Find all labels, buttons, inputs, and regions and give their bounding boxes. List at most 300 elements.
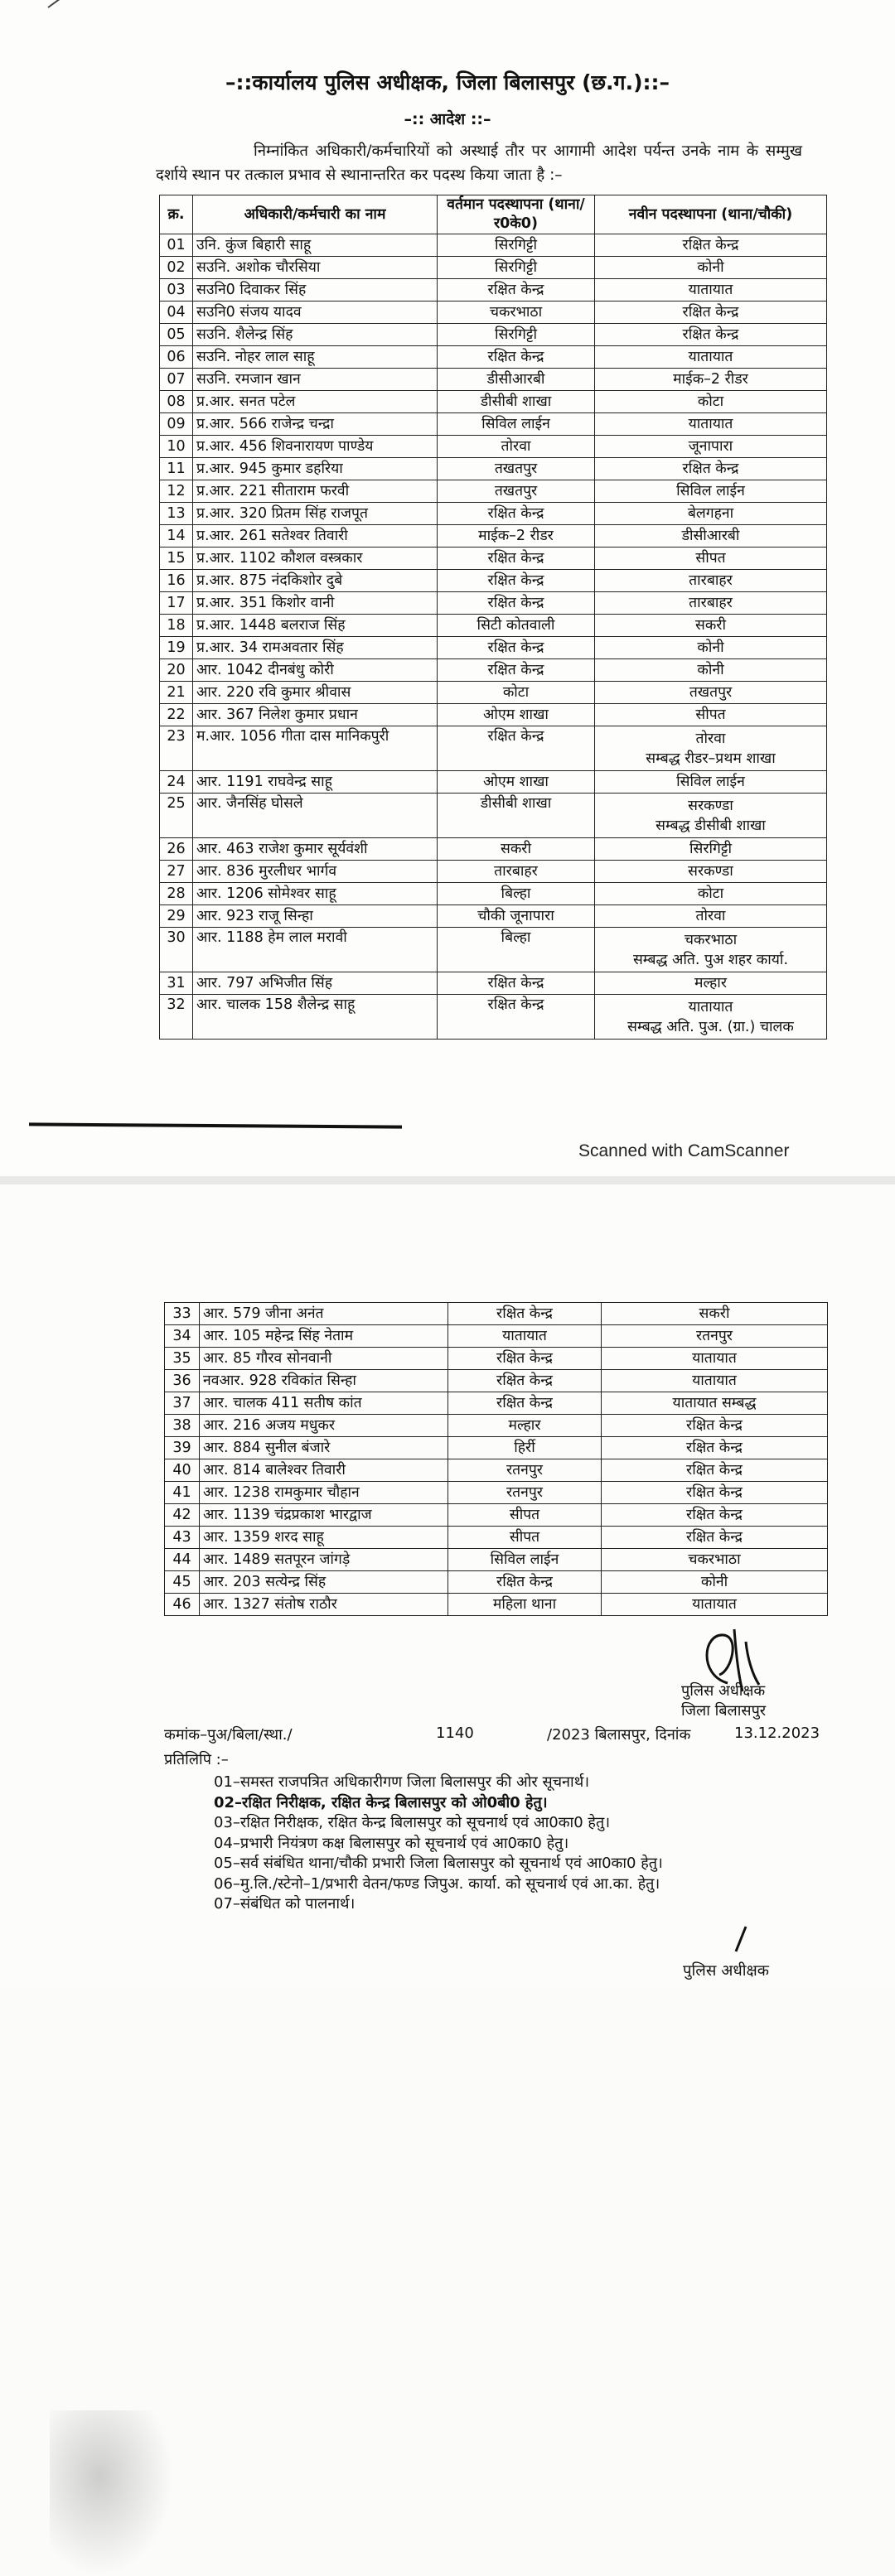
copy-list-item: 03–रक्षित निरीक्षक, रक्षित केन्द्र बिलासपुर को सूचनार्थ एवं आ0का0 हेतु। xyxy=(214,1814,611,1831)
new-posting-text: यातायात xyxy=(688,282,733,298)
new-posting-cell xyxy=(595,771,827,794)
table-row xyxy=(160,503,827,525)
name-text: सउनि. नोहर लाल साहू xyxy=(196,349,315,365)
name-text: सउनि0 दिवाकर सिंह xyxy=(196,282,307,298)
name-cell xyxy=(193,704,438,726)
current-posting-cell xyxy=(438,794,595,838)
new-posting-text: रक्षित केन्द्र xyxy=(682,304,739,321)
new-posting-text: यातायात xyxy=(688,998,733,1015)
table-row xyxy=(160,480,827,503)
signature-designation: पुलिस अधीक्षक xyxy=(681,1682,766,1700)
new-posting-cell xyxy=(602,1437,828,1459)
serial-text: 28 xyxy=(167,885,186,902)
new-posting-cell xyxy=(602,1482,828,1504)
name-text: आर. 463 राजेश कुमार सूर्यवंशी xyxy=(196,841,368,857)
serial-cell xyxy=(160,301,193,324)
new-posting-cell xyxy=(595,682,827,704)
serial-text: 05 xyxy=(167,326,186,343)
table-row xyxy=(165,1459,828,1482)
name-cell xyxy=(193,592,438,615)
header-new: नवीन पदस्थापना (थाना/चौकी) xyxy=(595,195,827,234)
serial-cell xyxy=(165,1437,200,1459)
serial-text: 34 xyxy=(172,1328,191,1344)
table-row xyxy=(160,883,827,905)
table-row xyxy=(160,324,827,346)
table-row xyxy=(165,1482,828,1504)
serial-text: 46 xyxy=(172,1596,191,1613)
serial-cell xyxy=(160,548,193,570)
name-text: आर. 1139 चंद्रप्रकाश भारद्वाज xyxy=(203,1507,372,1523)
serial-cell xyxy=(160,592,193,615)
attachment-text: सम्बद्ध अति. पुअ शहर कार्या. xyxy=(632,951,789,968)
current-posting-cell xyxy=(438,570,595,592)
name-cell xyxy=(193,525,438,548)
name-text: सउनि0 संजय यादव xyxy=(196,304,302,321)
current-posting-cell xyxy=(438,480,595,503)
name-cell xyxy=(193,615,438,637)
new-posting-text: कोनी xyxy=(697,639,724,656)
name-text: आर. 105 महेन्द्र सिंह नेताम xyxy=(203,1328,354,1344)
table-row xyxy=(160,972,827,995)
current-posting-cell xyxy=(448,1527,602,1549)
serial-cell xyxy=(160,279,193,301)
current-posting-cell xyxy=(438,615,595,637)
new-posting-cell xyxy=(595,346,827,369)
serial-cell xyxy=(165,1459,200,1482)
signature-block xyxy=(681,1681,766,1721)
current-posting-cell xyxy=(438,637,595,659)
name-cell xyxy=(200,1549,448,1571)
current-posting-text: चौकी जूनापारा xyxy=(477,908,554,924)
name-cell xyxy=(193,928,438,972)
new-posting-cell xyxy=(595,883,827,905)
serial-cell xyxy=(165,1303,200,1325)
new-posting-text: सीपत xyxy=(695,550,726,567)
attachment-text: सम्बद्ध अति. पुअ. (ग्रा.) चालक xyxy=(627,1018,794,1035)
order-intro: निम्नांकित अधिकारी/कर्मचारियों को अस्थाई तौर पर आगामी आदेश पर्यन्त उनके नाम के सम्मुख दर्शाये स्थान पर तत्काल प्रभाव से स्थानान्तरित कर पदस्थ किया जाता है :– xyxy=(156,142,802,184)
copy-list-item: 01–समस्त राजपत्रित अधिकारीगण जिला बिलासपुर की ओर सूचनार्थ। xyxy=(214,1773,590,1791)
office-title: –::कार्यालय पुलिस अधीक्षक, जिला बिलासपुर (छ.ग.)::– xyxy=(225,70,670,94)
table-row xyxy=(160,234,827,257)
table-row xyxy=(160,905,827,928)
current-posting-cell xyxy=(448,1325,602,1348)
table-row xyxy=(160,726,827,771)
name-text: प्र.आर. सनत पटेल xyxy=(196,393,296,410)
reference-prefix: कमांक–पुअ/बिला/स्था./ xyxy=(164,1726,293,1744)
attachment-text: सम्बद्ध डीसीबी शाखा xyxy=(656,817,766,834)
table-row xyxy=(160,279,827,301)
copy-list-item: 07–संबंधित को पालनार्थ। xyxy=(214,1895,356,1913)
current-posting-cell xyxy=(438,413,595,436)
name-cell xyxy=(193,480,438,503)
new-posting-cell xyxy=(595,369,827,391)
current-posting-cell xyxy=(438,525,595,548)
serial-text: 31 xyxy=(167,975,186,991)
table-row xyxy=(160,794,827,838)
new-posting-text: रक्षित केन्द्र xyxy=(686,1529,743,1546)
new-posting-cell xyxy=(595,972,827,995)
new-posting-cell xyxy=(595,324,827,346)
new-posting-text: सरकण्डा xyxy=(688,863,733,880)
new-posting-cell xyxy=(595,615,827,637)
name-text: आर. 579 जीना अनंत xyxy=(203,1305,324,1322)
name-text: आर. 814 बालेश्वर तिवारी xyxy=(203,1462,346,1479)
current-posting-text: कोटा xyxy=(502,684,530,701)
new-posting-text: कोटा xyxy=(697,885,724,902)
new-posting-cell xyxy=(595,480,827,503)
current-posting-cell xyxy=(438,234,595,257)
name-text: प्र.आर. 34 रामअवतार सिंह xyxy=(196,639,344,656)
new-posting-cell xyxy=(595,548,827,570)
current-posting-cell xyxy=(438,838,595,861)
current-posting-text: तखतपुर xyxy=(494,483,538,499)
name-text: आर. 836 मुरलीधर भार्गव xyxy=(196,863,337,880)
current-posting-text: मल्हार xyxy=(508,1417,541,1434)
new-posting-text: रतनपुर xyxy=(696,1328,733,1344)
serial-text: 15 xyxy=(167,550,186,567)
current-posting-cell xyxy=(448,1370,602,1392)
name-cell xyxy=(193,905,438,928)
current-posting-text: सकरी xyxy=(501,841,531,857)
current-posting-text: हिर्री xyxy=(514,1440,535,1456)
serial-cell xyxy=(165,1348,200,1370)
current-posting-cell xyxy=(448,1348,602,1370)
name-text: आर. 1238 रामकुमार चौहान xyxy=(203,1484,360,1501)
current-posting-text: रक्षित केन्द्र xyxy=(487,975,544,991)
current-posting-cell xyxy=(438,369,595,391)
name-cell xyxy=(193,436,438,458)
current-posting-text: सिटी कोतवाली xyxy=(477,617,555,634)
new-posting-cell xyxy=(595,413,827,436)
serial-text: 33 xyxy=(172,1305,191,1322)
table-row xyxy=(160,682,827,704)
serial-text: 42 xyxy=(172,1507,191,1523)
serial-text: 08 xyxy=(167,393,186,410)
new-posting-text: यातायात सम्बद्ध xyxy=(672,1395,757,1411)
new-posting-cell xyxy=(595,570,827,592)
new-posting-text: सिविल लाईन xyxy=(676,774,745,790)
new-posting-text: तोरवा xyxy=(695,730,726,747)
current-posting-cell xyxy=(438,257,595,279)
current-posting-cell xyxy=(438,704,595,726)
current-posting-cell xyxy=(448,1482,602,1504)
name-text: आर. जैनसिंह घोसले xyxy=(196,795,303,812)
table-row xyxy=(165,1549,828,1571)
table-row xyxy=(160,995,827,1040)
name-cell xyxy=(193,413,438,436)
current-posting-text: बिल्हा xyxy=(501,929,531,946)
current-posting-text: रक्षित केन्द्र xyxy=(487,282,544,298)
name-cell xyxy=(200,1415,448,1437)
name-cell xyxy=(193,682,438,704)
name-text: प्र.आर. 456 शिवनारायण पाण्डेय xyxy=(196,438,374,455)
new-posting-cell xyxy=(595,301,827,324)
transfer-table-page-1 xyxy=(159,195,827,1040)
serial-text: 36 xyxy=(172,1372,191,1389)
new-posting-text: सकरी xyxy=(699,1305,730,1322)
current-posting-cell xyxy=(448,1303,602,1325)
serial-text: 18 xyxy=(167,617,186,634)
scan-page-1 xyxy=(0,0,895,1176)
new-posting-cell xyxy=(595,794,827,838)
new-posting-cell xyxy=(602,1459,828,1482)
current-posting-cell xyxy=(438,771,595,794)
serial-cell xyxy=(160,637,193,659)
serial-text: 17 xyxy=(167,595,186,611)
name-cell xyxy=(193,234,438,257)
name-text: आर. 1191 राघवेन्द्र साहू xyxy=(196,774,332,790)
new-posting-cell xyxy=(602,1303,828,1325)
new-posting-cell xyxy=(595,928,827,972)
serial-cell xyxy=(165,1549,200,1571)
new-posting-text: यातायात xyxy=(692,1596,737,1613)
new-posting-cell xyxy=(595,726,827,771)
serial-cell xyxy=(160,346,193,369)
table-row xyxy=(160,838,827,861)
serial-cell xyxy=(160,257,193,279)
new-posting-text: सीपत xyxy=(695,707,726,723)
table-row xyxy=(160,659,827,682)
serial-text: 27 xyxy=(167,863,186,880)
name-cell xyxy=(193,883,438,905)
serial-cell xyxy=(160,480,193,503)
current-posting-cell xyxy=(438,436,595,458)
name-cell xyxy=(193,301,438,324)
new-posting-text: रक्षित केन्द्र xyxy=(686,1462,743,1479)
serial-text: 37 xyxy=(172,1395,191,1411)
current-posting-text: माईक–2 रीडर xyxy=(478,528,554,544)
current-posting-cell xyxy=(438,301,595,324)
current-posting-cell xyxy=(438,995,595,1040)
new-posting-text: यातायात xyxy=(692,1350,737,1367)
name-cell xyxy=(193,369,438,391)
serial-cell xyxy=(165,1325,200,1348)
serial-text: 29 xyxy=(167,908,186,924)
final-signature: पुलिस अधीक्षक xyxy=(683,1962,770,1980)
new-posting-cell xyxy=(595,592,827,615)
serial-text: 39 xyxy=(172,1440,191,1456)
name-text: प्र.आर. 566 राजेन्द्र चन्द्रा xyxy=(196,416,334,432)
current-posting-cell xyxy=(438,972,595,995)
copy-list-item: 02–रक्षित निरीक्षक, रक्षित केन्द्र बिलासपुर को ओ0बी0 हेतु। xyxy=(214,1793,548,1811)
new-posting-cell xyxy=(595,659,827,682)
new-posting-text: रक्षित केन्द्र xyxy=(686,1440,743,1456)
table-row xyxy=(165,1325,828,1348)
name-text: आर. चालक 158 शैलेन्द्र साहू xyxy=(196,996,356,1013)
name-cell xyxy=(193,995,438,1040)
serial-cell xyxy=(160,928,193,972)
new-posting-text: चकरभाठा xyxy=(684,931,738,948)
serial-cell xyxy=(160,436,193,458)
current-posting-text: तोरवा xyxy=(501,438,531,455)
serial-cell xyxy=(160,659,193,682)
table-row xyxy=(160,771,827,794)
serial-text: 09 xyxy=(167,416,186,432)
name-text: उनि. कुंज बिहारी साहू xyxy=(196,237,312,253)
name-text: आर. 1042 दीनबंधु कोरी xyxy=(196,662,334,678)
table-row xyxy=(160,458,827,480)
serial-cell xyxy=(165,1392,200,1415)
reference-suffix: /2023 बिलासपुर, दिनांक xyxy=(547,1726,691,1744)
name-cell xyxy=(200,1594,448,1616)
serial-cell xyxy=(160,324,193,346)
serial-cell xyxy=(160,972,193,995)
new-posting-text: कोनी xyxy=(697,662,724,678)
serial-text: 04 xyxy=(167,304,186,321)
serial-cell xyxy=(160,794,193,838)
new-posting-cell xyxy=(602,1504,828,1527)
table-row xyxy=(165,1392,828,1415)
name-text: आर. 923 राजू सिन्हा xyxy=(196,908,313,924)
new-posting-text: यातायात xyxy=(692,1372,737,1389)
name-text: प्र.आर. 261 सतेश्वर तिवारी xyxy=(196,528,348,544)
name-text: सउनि. अशोक चौरसिया xyxy=(196,259,321,276)
serial-text: 03 xyxy=(167,282,186,298)
current-posting-text: रक्षित केन्द्र xyxy=(496,1395,553,1411)
current-posting-text: सिरगिट्टी xyxy=(495,259,537,276)
table-row xyxy=(160,257,827,279)
name-text: प्र.आर. 221 सीताराम फरवी xyxy=(196,483,350,499)
name-text: प्र.आर. 945 कुमार डहरिया xyxy=(196,461,343,477)
copy-list-item: 04–प्रभारी नियंत्रण कक्ष बिलासपुर को सूचनार्थ एवं आ0का0 हेतु। xyxy=(214,1834,569,1852)
current-posting-text: रक्षित केन्द्र xyxy=(496,1350,553,1367)
current-posting-text: रक्षित केन्द्र xyxy=(487,572,544,589)
name-cell xyxy=(200,1504,448,1527)
name-text: आर. 220 रवि कुमार श्रीवास xyxy=(196,684,351,701)
serial-cell xyxy=(165,1370,200,1392)
header-current: वर्तमान पदस्थापना (थाना/र0के0) xyxy=(438,195,595,234)
serial-text: 24 xyxy=(167,774,186,790)
serial-text: 25 xyxy=(167,795,186,812)
new-posting-text: तखतपुर xyxy=(689,684,733,701)
current-posting-text: रक्षित केन्द्र xyxy=(487,505,544,522)
table-row xyxy=(160,704,827,726)
table-row xyxy=(160,548,827,570)
current-posting-cell xyxy=(438,548,595,570)
reference-date: 13.12.2023 xyxy=(734,1725,820,1742)
table-row xyxy=(160,615,827,637)
current-posting-cell xyxy=(448,1459,602,1482)
name-text: प्र.आर. 320 प्रितम सिंह राजपूत xyxy=(196,505,368,522)
table-row xyxy=(160,592,827,615)
serial-cell xyxy=(165,1482,200,1504)
serial-cell xyxy=(165,1527,200,1549)
name-text: प्र.आर. 351 किशोर वानी xyxy=(196,595,335,611)
name-text: आर. 1359 शरद साहू xyxy=(203,1529,324,1546)
new-posting-cell xyxy=(595,436,827,458)
new-posting-text: मल्हार xyxy=(694,975,727,991)
new-posting-cell xyxy=(595,525,827,548)
name-cell xyxy=(200,1459,448,1482)
current-posting-text: रक्षित केन्द्र xyxy=(496,1574,553,1590)
serial-text: 44 xyxy=(172,1551,191,1568)
new-posting-text: तारबाहर xyxy=(689,595,733,611)
new-posting-text: रक्षित केन्द्र xyxy=(682,237,739,253)
table-row xyxy=(165,1303,828,1325)
current-posting-text: डीसीबी शाखा xyxy=(480,795,552,812)
serial-cell xyxy=(160,726,193,771)
copy-list-item: 05–सर्व संबंधित थाना/चौकी प्रभारी जिला बिलासपुर को सूचनार्थ एवं आ0का0 हेतु। xyxy=(214,1855,663,1872)
serial-cell xyxy=(165,1415,200,1437)
serial-cell xyxy=(160,905,193,928)
table-row xyxy=(165,1437,828,1459)
name-cell xyxy=(193,637,438,659)
new-posting-text: सिरगिट्टी xyxy=(689,841,732,857)
current-posting-cell xyxy=(438,346,595,369)
table-row xyxy=(160,525,827,548)
serial-text: 43 xyxy=(172,1529,191,1546)
new-posting-text: रक्षित केन्द्र xyxy=(682,461,739,477)
name-text: आर. 367 निलेश कुमार प्रधान xyxy=(196,707,358,723)
current-posting-cell xyxy=(448,1594,602,1616)
serial-cell xyxy=(160,771,193,794)
current-posting-text: सिरगिट्टी xyxy=(495,326,537,343)
serial-cell xyxy=(160,838,193,861)
new-posting-cell xyxy=(595,458,827,480)
new-posting-text: जूनापारा xyxy=(688,438,733,455)
name-cell xyxy=(193,794,438,838)
table-header-row xyxy=(160,195,827,234)
current-posting-text: रक्षित केन्द्र xyxy=(487,639,544,656)
page-separator xyxy=(0,1176,895,1184)
name-cell xyxy=(193,391,438,413)
name-cell xyxy=(200,1392,448,1415)
new-posting-cell xyxy=(602,1348,828,1370)
new-posting-cell xyxy=(595,704,827,726)
current-posting-text: तारबाहर xyxy=(494,863,538,880)
name-cell xyxy=(193,548,438,570)
current-posting-text: रक्षित केन्द्र xyxy=(487,349,544,365)
current-posting-text: रक्षित केन्द्र xyxy=(487,996,544,1013)
new-posting-cell xyxy=(602,1594,828,1616)
serial-text: 01 xyxy=(167,237,186,253)
new-posting-cell xyxy=(595,637,827,659)
name-cell xyxy=(193,726,438,771)
current-posting-text: रतनपुर xyxy=(506,1484,543,1501)
current-posting-text: रक्षित केन्द्र xyxy=(487,662,544,678)
serial-text: 02 xyxy=(167,259,186,276)
name-cell xyxy=(200,1303,448,1325)
current-posting-text: रक्षित केन्द्र xyxy=(487,728,544,745)
current-posting-cell xyxy=(448,1504,602,1527)
name-text: प्र.आर. 1448 बलराज सिंह xyxy=(196,617,346,634)
new-posting-cell xyxy=(595,391,827,413)
serial-cell xyxy=(160,391,193,413)
table-row xyxy=(165,1527,828,1549)
serial-text: 30 xyxy=(167,929,186,946)
current-posting-text: रक्षित केन्द्र xyxy=(496,1305,553,1322)
name-text: आर. 797 अभिजीत सिंह xyxy=(196,975,333,991)
serial-text: 45 xyxy=(172,1574,191,1590)
serial-text: 23 xyxy=(167,728,186,745)
new-posting-text: तारबाहर xyxy=(689,572,733,589)
signature-district: जिला बिलासपुर xyxy=(681,1702,767,1720)
name-cell xyxy=(200,1527,448,1549)
serial-cell xyxy=(160,525,193,548)
name-cell xyxy=(193,279,438,301)
name-text: सउनि. रमजान खान xyxy=(196,371,301,388)
name-cell xyxy=(200,1370,448,1392)
current-posting-text: महिला थाना xyxy=(492,1596,557,1613)
new-posting-cell xyxy=(602,1549,828,1571)
current-posting-cell xyxy=(438,592,595,615)
new-posting-text: कोटा xyxy=(697,393,724,410)
current-posting-text: ओएम शाखा xyxy=(483,707,549,723)
new-posting-text: डीसीआरबी xyxy=(681,528,740,544)
name-text: नवआर. 928 रविकांत सिन्हा xyxy=(203,1372,356,1389)
name-cell xyxy=(193,346,438,369)
current-posting-text: तखतपुर xyxy=(494,461,538,477)
